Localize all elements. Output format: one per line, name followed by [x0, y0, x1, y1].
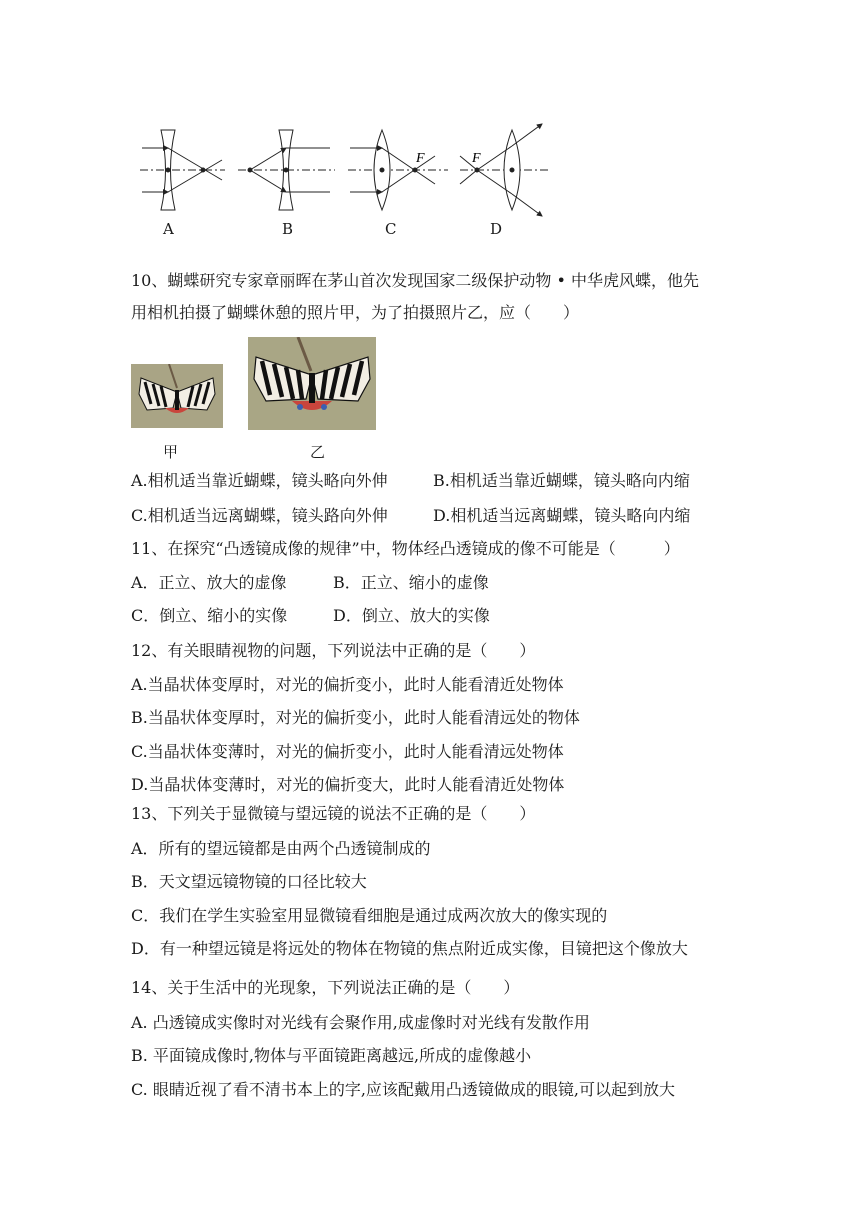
- lens-label-a: A: [163, 220, 174, 238]
- q10-stem-line2: 用相机拍摄了蝴蝶休憩的照片甲，为了拍摄照片乙，应（ ）: [131, 303, 580, 322]
- q12-option-b: B.当晶状体变厚时，对光的偏折变小，此时人能看清远处的物体: [131, 708, 580, 727]
- q10-option-a: A.相机适当靠近蝴蝶，镜头略向外伸: [131, 471, 388, 490]
- q10-option-b: B.相机适当靠近蝴蝶，镜头略向内缩: [433, 471, 690, 490]
- q10-option-c: C.相机适当远离蝴蝶，镜头路向外伸: [131, 506, 388, 525]
- lens-b-diagram: [238, 130, 335, 210]
- q11-option-b: B．正立、缩小的虚像: [333, 573, 489, 592]
- q14-option-b: B. 平面镜成像时,物体与平面镜距离越远,所成的虚像越小: [131, 1046, 532, 1065]
- q14-option-a: A. 凸透镜成实像时对光线有会聚作用,成虚像时对光线有发散作用: [131, 1013, 590, 1032]
- q12-option-d: D.当晶状体变薄时，对光的偏折变大，此时人能看清近处物体: [131, 775, 565, 794]
- q13-option-b: B．天文望远镜物镜的口径比较大: [131, 872, 367, 891]
- lens-a-diagram: [140, 130, 225, 210]
- photo-label-jia: 甲: [163, 443, 179, 461]
- lens-label-d: D: [490, 220, 503, 238]
- q12-stem: 12、有关眼睛视物的问题，下列说法中正确的是（ ）: [131, 641, 536, 660]
- q10-option-d: D.相机适当远离蝴蝶，镜头略向内缩: [433, 506, 691, 525]
- focal-label-d: F: [472, 151, 481, 166]
- focal-label-c: F: [416, 151, 425, 166]
- q13-option-d: D．有一种望远镜是将远处的物体在物镜的焦点附近成实像，目镜把这个像放大: [131, 939, 688, 958]
- q13-option-a: A．所有的望远镜都是由两个凸透镜制成的: [131, 839, 431, 858]
- q14-stem: 14、关于生活中的光现象，下列说法正确的是（ ）: [131, 978, 520, 997]
- q11-stem: 11、在探究“凸透镜成像的规律”中，物体经凸透镜成的像不可能是（ ）: [131, 539, 680, 558]
- q14-option-c: C. 眼睛近视了看不清书本上的字,应该配戴用凸透镜做成的眼镜,可以起到放大: [131, 1080, 676, 1099]
- photo-label-yi: 乙: [310, 443, 326, 461]
- butterfly-photo-yi: [248, 337, 376, 430]
- q12-option-a: A.当晶状体变厚时，对光的偏折变小，此时人能看清近处物体: [131, 675, 564, 694]
- lens-d-diagram: [460, 124, 548, 216]
- q12-option-c: C.当晶状体变薄时，对光的偏折变小，此时人能看清远处物体: [131, 742, 564, 761]
- q11-option-a: A．正立、放大的虚像: [131, 573, 287, 592]
- lens-c-diagram: [348, 130, 448, 210]
- q10-stem-line1: 10、蝴蝶研究专家章丽晖在茅山首次发现国家二级保护动物 • 中华虎风蝶，他先: [131, 271, 699, 290]
- q13-stem: 13、下列关于显微镜与望远镜的说法不正确的是（ ）: [131, 804, 536, 823]
- butterfly-photo-jia: [131, 364, 223, 428]
- lens-label-c: C: [385, 220, 397, 238]
- q13-option-c: C．我们在学生实验室用显微镜看细胞是通过成两次放大的像实现的: [131, 906, 608, 925]
- q11-option-d: D．倒立、放大的实像: [333, 606, 490, 625]
- q11-option-c: C．倒立、缩小的实像: [131, 606, 288, 625]
- lens-label-b: B: [282, 220, 294, 238]
